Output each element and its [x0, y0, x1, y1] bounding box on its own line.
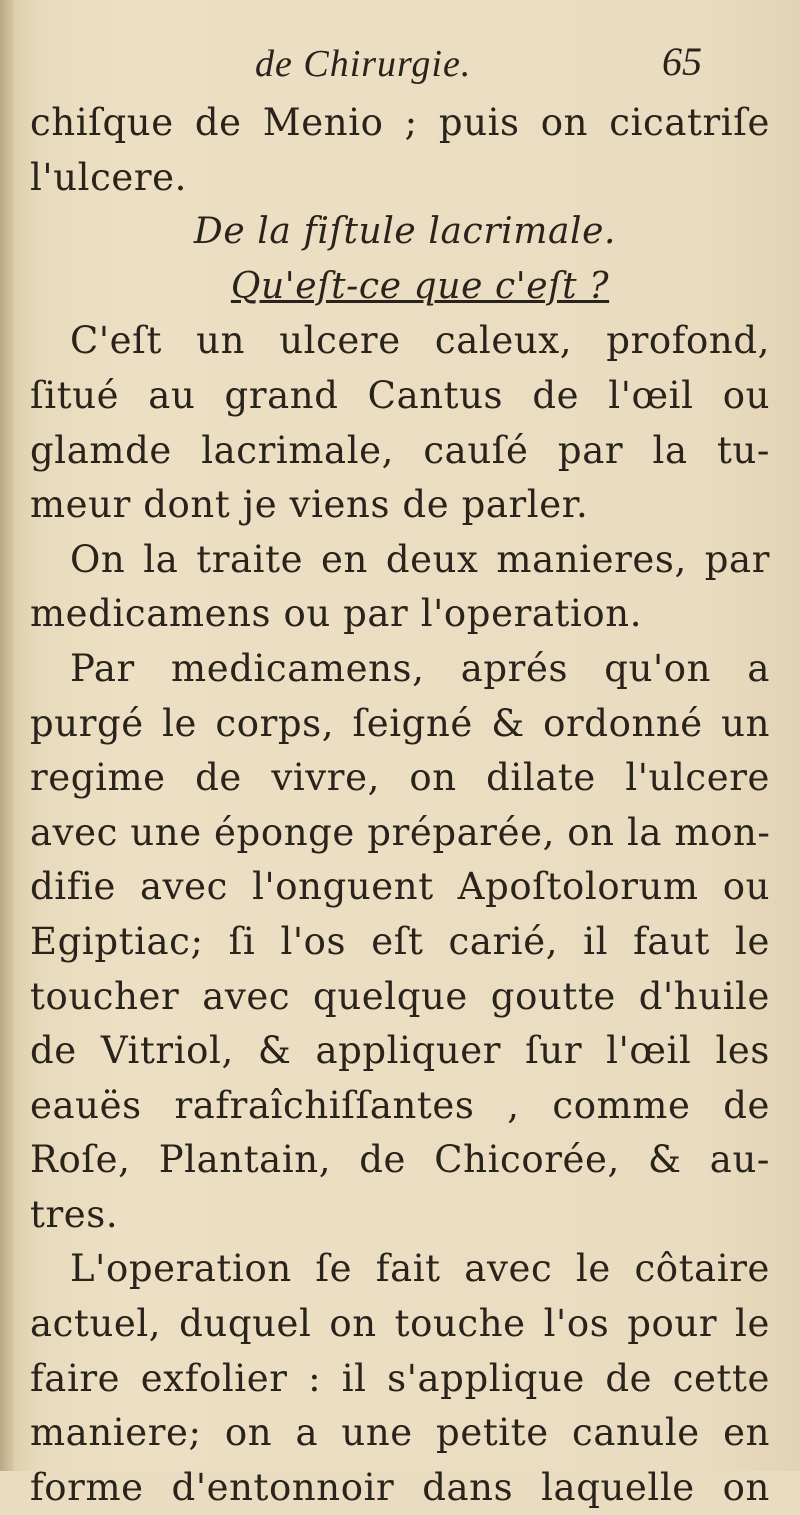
text-line: glamde lacrimale, cauſé par la tu- [30, 428, 770, 472]
text-line: Par medicamens, aprés qu'on a [70, 646, 770, 690]
running-head: de Chirurgie. [255, 43, 472, 85]
question-heading [30, 260, 770, 315]
text-line: L'operation ſe fait avec le côtaire [70, 1247, 770, 1291]
text-line: difie avec l'onguent Apoſtolorum ou [30, 865, 770, 909]
text-line: regime de vivre, on dilate l'ulcere [30, 756, 770, 800]
text-line: actuel, duquel on touche l'os pour le [30, 1302, 770, 1346]
text-line: eauës rafraîchiſſantes , comme de [30, 1083, 770, 1127]
text-line: meur dont je viens de parler. [30, 483, 589, 527]
text-line: purgé le corps, ſeigné & ordonné un [30, 701, 770, 745]
text-line: toucher avec quelque goutte d'huile [30, 974, 770, 1018]
page-gutter [0, 0, 14, 1471]
text-line: de Vitriol, & appliquer ſur l'œil les [30, 1029, 770, 1073]
text-line: forme d'entonnoir dans laquelle on [30, 1465, 770, 1509]
text-line: Egiptiac; ſi l'os eſt carié, il faut le [30, 919, 770, 963]
text-line: avec une éponge préparée, on la mon- [30, 810, 771, 854]
text-line: On la traite en deux manieres, par [70, 537, 770, 581]
text-line: ſitué au grand Cantus de l'œil ou [30, 373, 770, 417]
page-header [0, 39, 800, 102]
text-line: faire exfolier : il s'applique de cette [30, 1356, 770, 1400]
section-heading: De la fiſtule lacrimale. [193, 211, 617, 253]
text-line: medicamens ou par l'operation. [30, 592, 643, 636]
question-heading-text: Qu'eſt-ce que c'eſt ? [230, 265, 610, 307]
body-text [30, 96, 770, 1515]
text-line: tres. [30, 1192, 119, 1236]
text-line: maniere; on a une petite canule en [30, 1411, 770, 1455]
text-line: chiſque de Menio ; puis on cicatriſe [30, 101, 770, 144]
text-line: C'eſt un ulcere caleux, profond, [70, 319, 770, 363]
text-line: Roſe, Plantain, de Chicorée, & au- [30, 1138, 770, 1182]
text-line: l'ulcere. [30, 155, 188, 199]
page-number: 65 [662, 39, 702, 84]
